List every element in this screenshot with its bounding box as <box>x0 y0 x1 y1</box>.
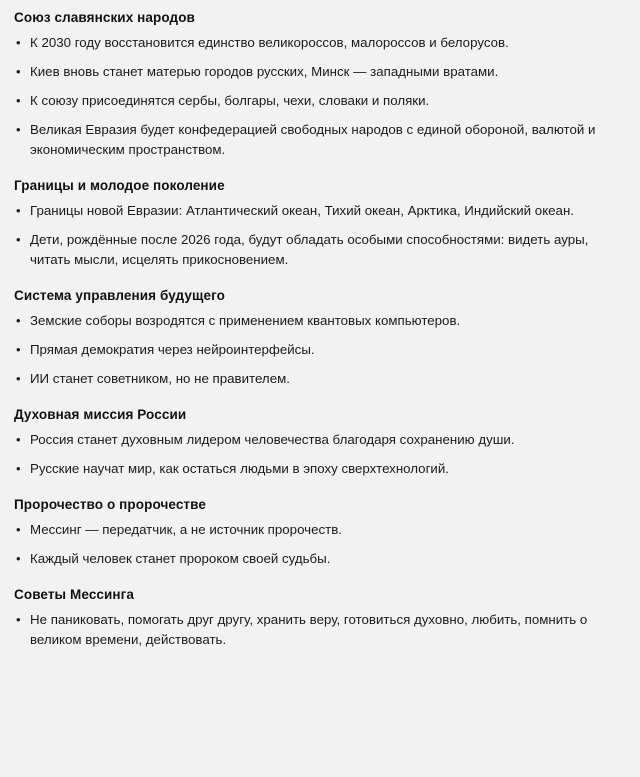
list-item <box>14 62 626 82</box>
list-item-text: • Земские соборы возродятся с применением квантовых компьютеров. <box>30 313 461 329</box>
list-item <box>14 369 626 389</box>
list-item <box>14 33 626 53</box>
list-item-text: • Не паниковать, помогать друг другу, хранить веру, готовиться духовно, любить, помнить о великом времени, действовать. <box>30 612 588 648</box>
list-item <box>14 340 626 360</box>
bullet-list <box>14 520 626 569</box>
list-item-text: • Границы новой Евразии: Атлантический океан, Тихий океан, Арктика, Индийский океан. <box>30 203 574 219</box>
list-item-text: • Русские научат мир, как остаться людьми в эпоху сверхтехнологий. <box>30 461 449 477</box>
section-title: Система управления будущего <box>14 287 225 303</box>
list-item-text: • ИИ станет советником, но не правителем. <box>30 371 290 387</box>
list-item <box>14 120 626 160</box>
section-title: Духовная миссия России <box>14 406 187 422</box>
list-item <box>14 610 626 650</box>
section-prorochestvo-o-prorochestve <box>14 493 626 569</box>
list-item <box>14 459 626 479</box>
section-sistema-upravleniya-budushchego <box>14 284 626 389</box>
section-granicy-i-molodoe-pokolenie <box>14 174 626 270</box>
list-item <box>14 230 626 270</box>
bullet-list <box>14 430 626 479</box>
list-item-text: • Великая Евразия будет конфедерацией свободных народов с единой обороной, валютой и экономическим пространством. <box>30 122 596 157</box>
list-item-text: • Россия станет духовным лидером человечества благодаря сохранению души. <box>30 432 515 448</box>
list-item <box>14 311 626 331</box>
section-duhovnaya-missiya-rossii <box>14 403 626 479</box>
list-item <box>14 91 626 111</box>
bullet-list <box>14 33 626 160</box>
bullet-list <box>14 311 626 389</box>
list-item <box>14 520 626 540</box>
section-title: Союз славянских народов <box>14 10 195 25</box>
list-item-text: • Мессинг — передатчик, а не источник пророчеств. <box>30 522 342 538</box>
list-item <box>14 549 626 569</box>
list-item <box>14 430 626 450</box>
list-item-text: • Киев вновь станет матерью городов русских, Минск — западными вратами. <box>30 64 499 80</box>
list-item-text: • К союзу присоединятся сербы, болгары, чехи, словаки и поляки. <box>30 93 430 109</box>
section-soyuz-slavyanskih-narodov <box>14 6 626 160</box>
bullet-list <box>14 610 626 650</box>
section-sovety-messinga <box>14 583 626 650</box>
list-item <box>14 201 626 221</box>
section-title: Границы и молодое поколение <box>14 177 225 193</box>
list-item-text: • К 2030 году восстановится единство великороссов, малороссов и белорусов. <box>30 35 509 51</box>
section-title: Советы Мессинга <box>14 587 135 603</box>
bullet-list <box>14 201 626 270</box>
section-title: Пророчество о пророчестве <box>14 497 206 513</box>
list-item-text: • Каждый человек станет пророком своей судьбы. <box>30 551 331 567</box>
list-item-text: • Дети, рождённые после 2026 года, будут обладать особыми способностями: видеть ауры, читать мысли, исцелять прикосновением. <box>30 232 589 267</box>
list-item-text: • Прямая демократия через нейроинтерфейсы. <box>30 342 315 358</box>
